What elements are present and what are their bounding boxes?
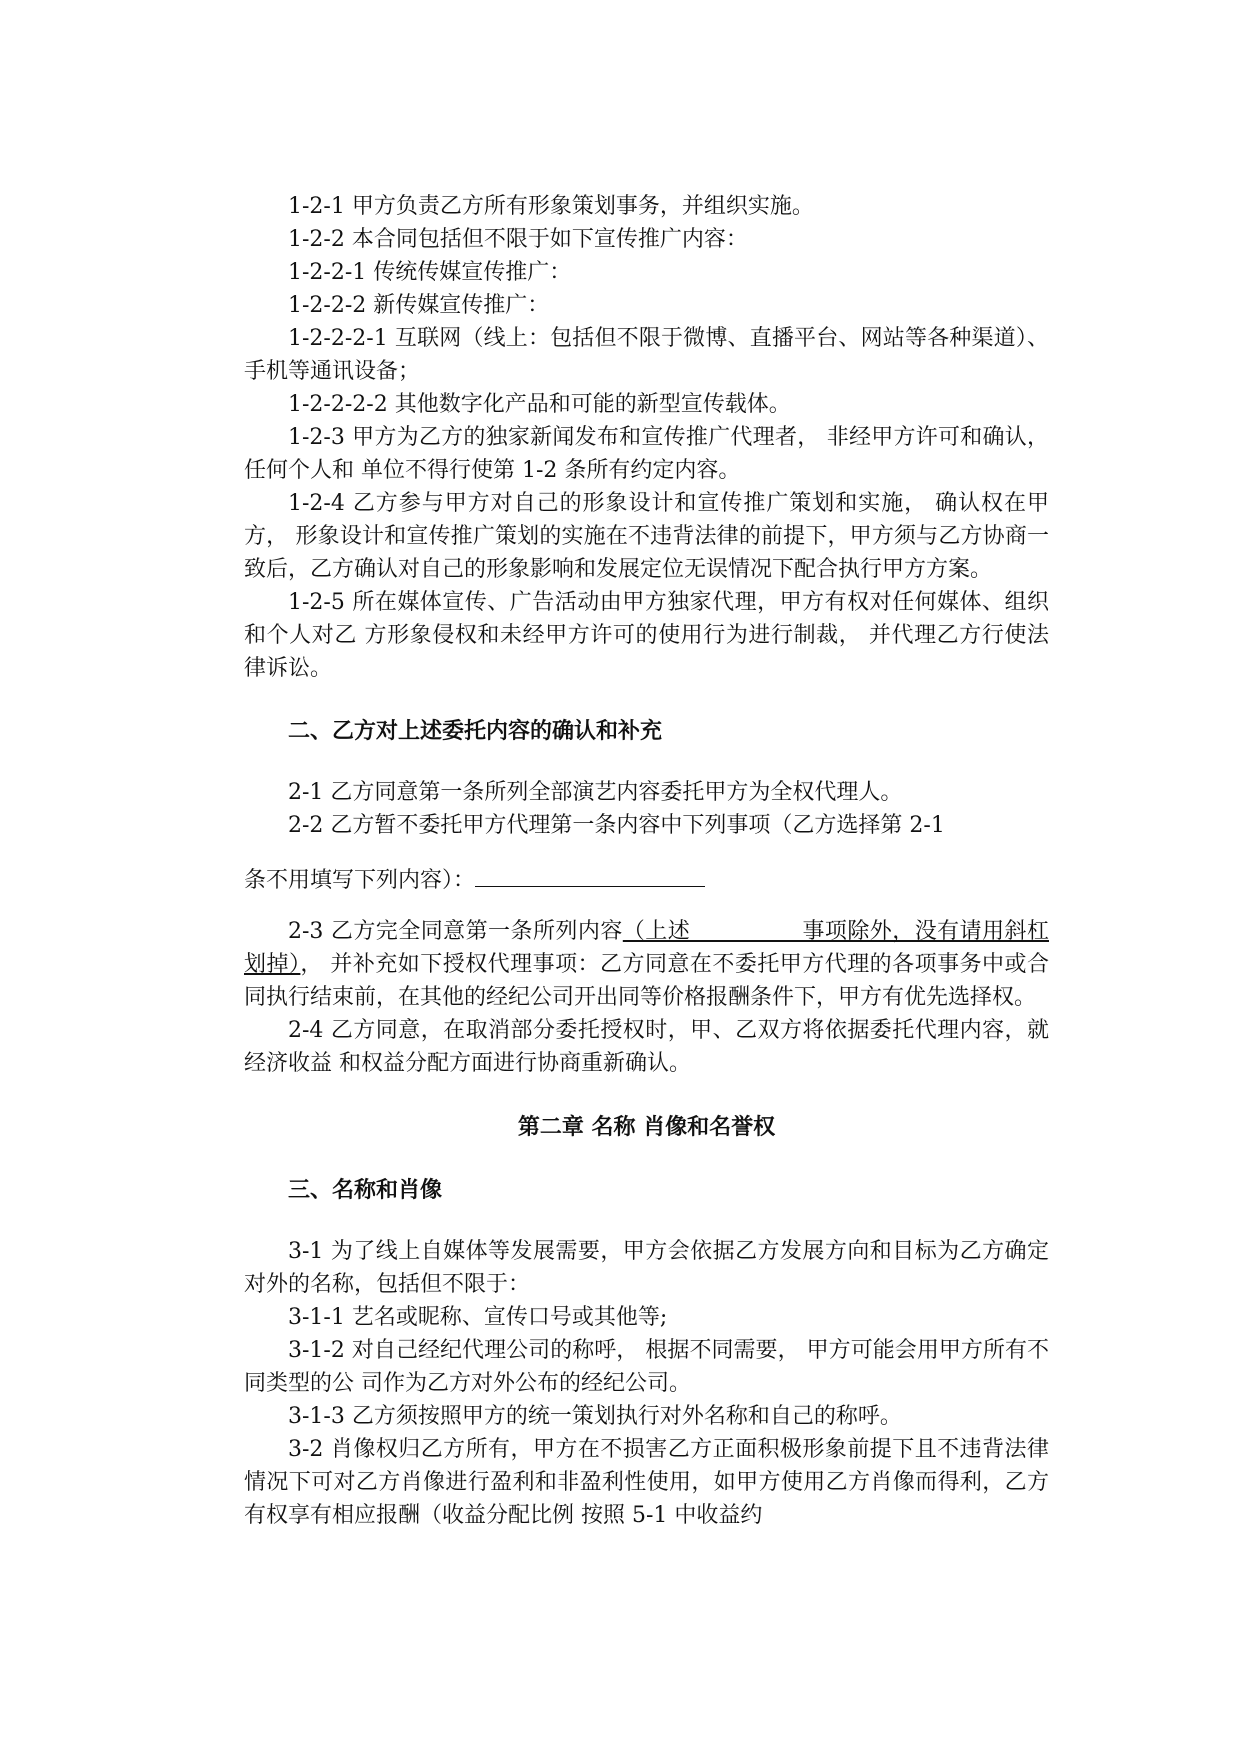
section-heading-2: 二、乙方对上述委托内容的确认和补充 [288, 718, 663, 744]
clause-2-3-rest: ， 并补充如下授权代理事项：乙方同意在不委托甲方代理的各项事务中或合同执行结束前，在其他的经纪公司开出同等价格报酬条件下，甲方有优先选择权。 [244, 952, 1049, 1010]
clause-3-2: 3-2 肖像权归乙方所有，甲方在不损害乙方正面积极形象前提下且不违背法律情况下可对乙方肖像进行盈利和非盈利性使用，如甲方使用乙方肖像而得利，乙方有权享有相应报酬（收益分配比例 按照 5-1 中收益约 [244, 1437, 1049, 1528]
clause-1-2-4: 1-2-4 乙方参与甲方对自己的形象设计和宣传推广策划和实施， 确认权在甲方， 形象设计和宣传推广策划的实施在不违背法律的前提下，甲方须与乙方协商一致后，乙方确认对自己的形象影响和发展定位无误情况下配合执行甲方方案。 [244, 491, 1049, 582]
clause-3-1-1: 3-1-1 艺名或昵称、宣传口号或其他等; [288, 1305, 668, 1330]
chapter-title: 第二章 名称 肖像和名誉权 [517, 1114, 776, 1140]
clause-1-2-2-1: 1-2-2-1 传统传媒宣传推广： [288, 260, 572, 285]
clause-3-1-3: 3-1-3 乙方须按照甲方的统一策划执行对外名称和自己的称呼。 [288, 1404, 902, 1429]
clause-1-2-2-2-1: 1-2-2-2-1 互联网（线上：包括但不限于微博、直播平台、网站等各种渠道）、手机等通讯设备； [244, 326, 1049, 384]
clause-2-3-exception: （上述 事项除外，没有请用斜杠划掉） [244, 919, 1049, 977]
clause-2-2-text: 条不用填写下列内容）： [244, 868, 476, 893]
clause-1-2-5: 1-2-5 所在媒体宣传、广告活动由甲方独家代理，甲方有权对任何媒体、组织和个人对乙 方形象侵权和未经甲方许可的使用行为进行制裁， 并代理乙方行使法律诉讼。 [244, 590, 1049, 681]
contract-page [244, 190, 1049, 1532]
clause-2-1: 2-1 乙方同意第一条所列全部演艺内容委托甲方为全权代理人。 [288, 780, 903, 805]
clause-1-2-2-2: 1-2-2-2 新传媒宣传推广： [288, 293, 550, 318]
clause-1-2-1: 1-2-1 甲方负责乙方所有形象策划事务，并组织实施。 [288, 194, 814, 219]
clause-2-2-line1: 2-2 乙方暂不委托甲方代理第一条内容中下列事项（乙方选择第 2-1 [288, 813, 945, 838]
clause-3-1: 3-1 为了线上自媒体等发展需要，甲方会依据乙方发展方向和目标为乙方确定对外的名称，包括但不限于： [244, 1239, 1049, 1297]
fill-in-blank[interactable] [475, 864, 705, 887]
clause-1-2-3: 1-2-3 甲方为乙方的独家新闻发布和宣传推广代理者， 非经甲方许可和确认， 任何个人和 单位不得行使第 1-2 条所有约定内容。 [244, 425, 1049, 483]
clause-3-1-2: 3-1-2 对自己经纪代理公司的称呼， 根据不同需要， 甲方可能会用甲方所有不同类型的公 司作为乙方对外公布的经纪公司。 [244, 1338, 1049, 1396]
clause-1-2-2: 1-2-2 本合同包括但不限于如下宣传推广内容： [288, 227, 748, 252]
clause-1-2-2-2-2: 1-2-2-2-2 其他数字化产品和可能的新型宣传载体。 [288, 392, 791, 417]
section-heading-3: 三、名称和肖像 [288, 1177, 443, 1203]
clause-2-3-intro: 2-3 乙方完全同意第一条所列内容 [288, 919, 623, 944]
clause-2-4: 2-4 乙方同意，在取消部分委托授权时，甲、乙双方将依据委托代理内容，就经济收益 和权益分配方面进行协商重新确认。 [244, 1018, 1049, 1076]
clause-2-2-line2 [244, 864, 1049, 897]
clause-2-3 [244, 915, 1049, 1014]
